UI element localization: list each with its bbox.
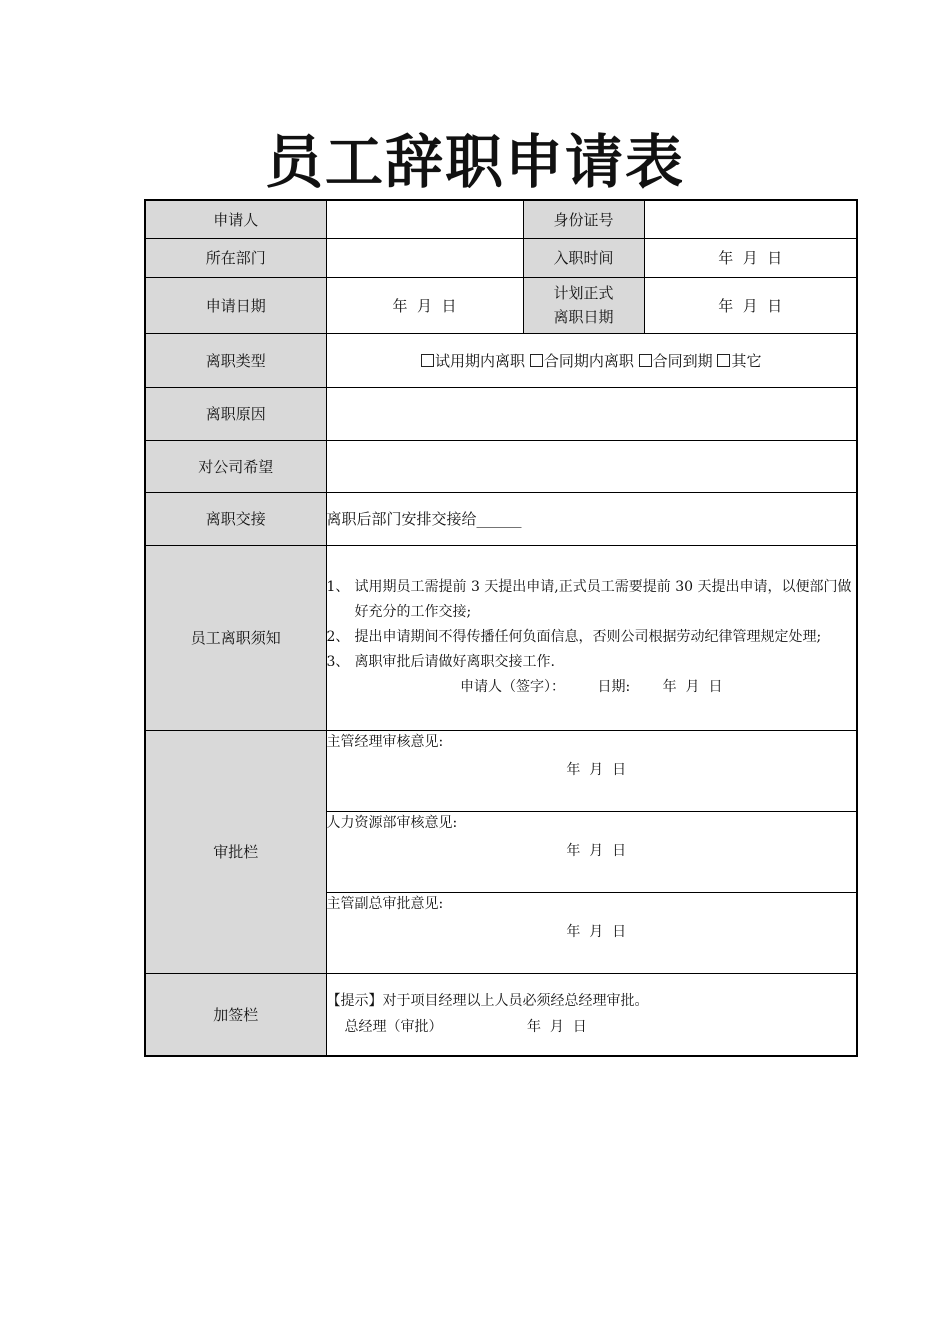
notice-date-field[interactable]: 年 月 日: [662, 679, 723, 695]
apply-date-field[interactable]: 年 月 日: [326, 277, 523, 333]
department-field[interactable]: [326, 238, 523, 277]
planned-leave-date-label-line1: 计划正式: [553, 284, 614, 302]
gm-approval-line: [327, 1014, 857, 1040]
leave-reason-field[interactable]: [326, 387, 857, 440]
approval-date: 年 月 日: [566, 842, 627, 859]
leave-reason-label: 离职原因: [145, 387, 326, 440]
row-countersign: [145, 973, 857, 1056]
resignation-form: [144, 199, 858, 1057]
countersign-content[interactable]: [326, 973, 857, 1056]
checkbox-icon[interactable]: [530, 354, 543, 367]
approval-title: 主管经理审核意见:: [326, 733, 444, 750]
checkbox-icon[interactable]: [421, 354, 434, 367]
notice-label: 员工离职须知: [145, 545, 326, 730]
countersign-tip: 【提示】对于项目经理以上人员必须经总经理审批。: [326, 993, 649, 1010]
approval-hr[interactable]: [326, 811, 857, 892]
option-contract-term[interactable]: 合同期内离职: [530, 352, 634, 370]
option-other[interactable]: 其它: [717, 352, 761, 370]
planned-leave-date-label-line2: 离职日期: [553, 308, 614, 326]
signature-label: 申请人（签字）：: [460, 679, 566, 695]
id-number-label: 身份证号: [523, 200, 644, 238]
row-leave-type: [145, 333, 857, 387]
department-label: 所在部门: [145, 238, 326, 277]
countersign-label: 加签栏: [145, 973, 326, 1056]
approval-date: 年 月 日: [566, 761, 627, 778]
option-probation[interactable]: 试用期内离职: [421, 352, 525, 370]
notice-item: 3、 离职审批后请做好离职交接工作.: [326, 654, 555, 670]
row-leave-reason: [145, 387, 857, 440]
checkbox-icon[interactable]: [717, 354, 730, 367]
notice-item: 2、 提出申请期间不得传播任何负面信息，否则公司根据劳动纪律管理规定处理;: [326, 629, 822, 645]
row-apply-date: [145, 277, 857, 333]
option-contract-expiry[interactable]: 合同到期: [639, 352, 713, 370]
hire-date-label: 入职时间: [523, 238, 644, 277]
page-title: 员工辞职申请表: [264, 128, 685, 196]
apply-date-label: 申请日期: [145, 277, 326, 333]
notice-item: 1、 试用期员工需提前 3 天提出申请,正式员工需要提前 30 天提出申请，以便部门做好充分的工作交接;: [326, 579, 852, 620]
applicant-signature-line: [327, 675, 857, 700]
hire-date-field[interactable]: 年 月 日: [644, 238, 857, 277]
leave-type-options: [326, 333, 857, 387]
checkbox-icon[interactable]: [639, 354, 652, 367]
id-number-field[interactable]: [644, 200, 857, 238]
handover-field[interactable]: 离职后部门安排交接给______: [326, 492, 857, 545]
approval-manager[interactable]: [326, 730, 857, 811]
company-hope-field[interactable]: [326, 440, 857, 492]
row-approval-1: [145, 730, 857, 811]
leave-type-label: 离职类型: [145, 333, 326, 387]
applicant-label: 申请人: [145, 200, 326, 238]
approval-label: 审批栏: [145, 730, 326, 973]
row-company-hope: [145, 440, 857, 492]
row-handover: [145, 492, 857, 545]
gm-label: 总经理（审批）: [344, 1019, 443, 1036]
notice-content: [326, 545, 857, 730]
planned-leave-date-label: [523, 277, 644, 333]
handover-label: 离职交接: [145, 492, 326, 545]
approval-vp[interactable]: [326, 892, 857, 973]
row-notice: [145, 545, 857, 730]
approval-date: 年 月 日: [566, 923, 627, 940]
gm-date: 年 月 日: [526, 1019, 587, 1036]
planned-leave-date-field[interactable]: 年 月 日: [644, 277, 857, 333]
applicant-field[interactable]: [326, 200, 523, 238]
approval-title: 人力资源部审核意见:: [326, 814, 458, 831]
company-hope-label: 对公司希望: [145, 440, 326, 492]
notice-date-label: 日期:: [597, 679, 631, 695]
row-department: [145, 238, 857, 277]
approval-title: 主管副总审批意见:: [326, 895, 444, 912]
row-applicant: [145, 200, 857, 238]
